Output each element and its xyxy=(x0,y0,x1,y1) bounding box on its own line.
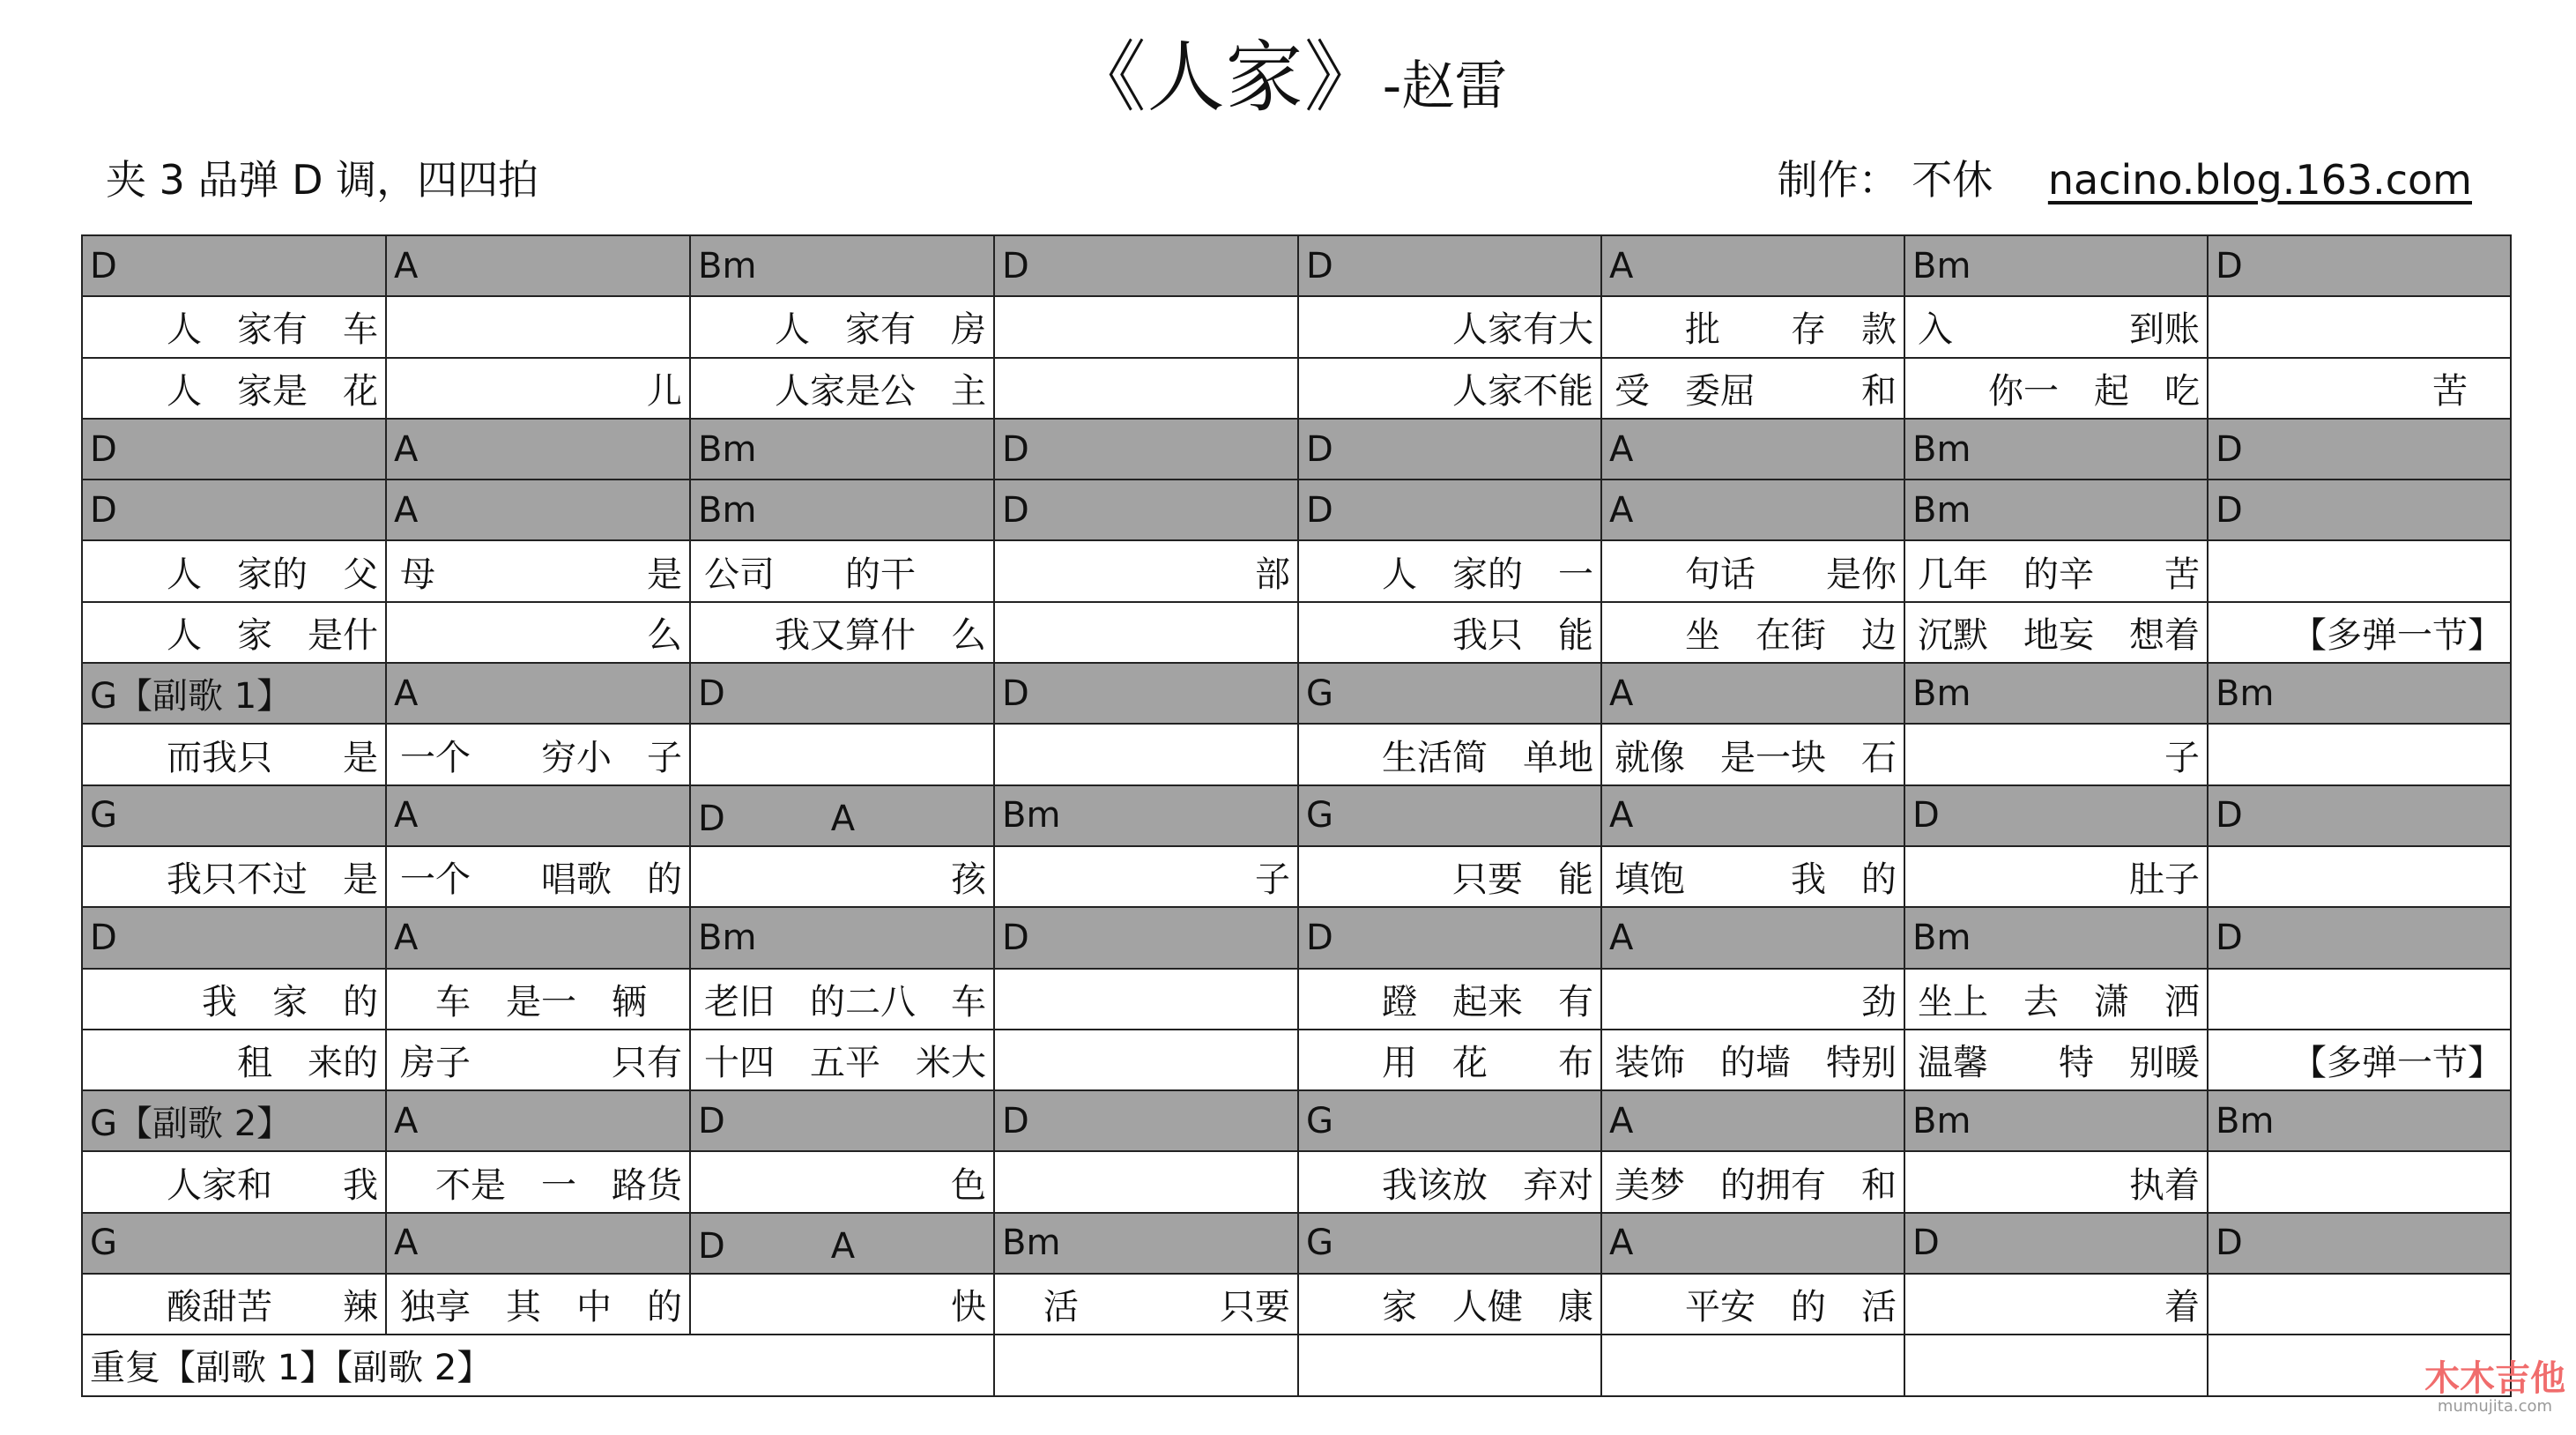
capo-info: 夹 3 品弹 D 调，四四拍 xyxy=(106,156,539,204)
lyric-cell: 我又算什 么 xyxy=(690,602,994,663)
lyric-cell: 美梦 的拥有 和 xyxy=(1601,1151,1904,1212)
lyric-cell: 执着 xyxy=(1904,1151,2208,1212)
chord-cell: D A xyxy=(690,785,994,846)
lyric-cell: 一个 穷小 子 xyxy=(386,724,690,784)
lyric-cell: 肚子 xyxy=(1904,846,2208,907)
lyric-cell xyxy=(2208,969,2511,1030)
chord-cell: Bm xyxy=(1904,907,2208,968)
lyric-cell: 人家是公 主 xyxy=(690,358,994,419)
lyric-cell xyxy=(994,1151,1298,1212)
lyric-cell: 坐 在街 边 xyxy=(1601,602,1904,663)
chord-cell: D xyxy=(1298,419,1601,480)
chord-cell: D xyxy=(82,907,386,968)
watermark-url: mumujita.com xyxy=(2437,1397,2553,1416)
lyric-cell: 【多弹一节】 xyxy=(2208,1030,2511,1090)
chord-cell: A xyxy=(1601,480,1904,540)
lyric-cell: 填饱 我 的 xyxy=(1601,846,1904,907)
chord-cell: Bm xyxy=(1904,480,2208,540)
chord-cell: Bm xyxy=(690,907,994,968)
lyric-row xyxy=(82,846,2511,907)
credit-link[interactable]: nacino.blog.163.com xyxy=(2047,156,2472,204)
chord-cell: Bm xyxy=(1904,235,2208,296)
repeat-cell: 重复【副歌 1】【副歌 2】 xyxy=(82,1335,994,1395)
chord-cell: D xyxy=(1298,235,1601,296)
chord-cell: D xyxy=(2208,480,2511,540)
lyric-row xyxy=(82,540,2511,601)
lyric-cell: 就像 是一块 石 xyxy=(1601,724,1904,784)
chord-cell: G xyxy=(82,1213,386,1274)
lyric-cell: 房子 只有 xyxy=(386,1030,690,1090)
lyric-cell: 儿 xyxy=(386,358,690,419)
chord-cell: G xyxy=(82,785,386,846)
lyric-cell: 入 到账 xyxy=(1904,296,2208,357)
chord-cell: D xyxy=(1298,907,1601,968)
lyric-row xyxy=(82,1151,2511,1212)
chord-row xyxy=(82,1213,2511,1274)
chord-cell: A xyxy=(386,785,690,846)
chord-cell: D xyxy=(82,235,386,296)
chord-cell: G xyxy=(1298,663,1601,724)
lyric-cell: 劲 xyxy=(1601,969,1904,1030)
credit xyxy=(1778,148,2472,206)
lyric-cell: 独享 其 中 的 xyxy=(386,1274,690,1335)
lyric-cell: 人 家的 父 xyxy=(82,540,386,601)
lyric-cell: 人 家的 一 xyxy=(1298,540,1601,601)
chord-cell: D xyxy=(1904,785,2208,846)
lyric-cell: 车 是一 辆 xyxy=(386,969,690,1030)
lyric-cell xyxy=(994,296,1298,357)
lyric-cell: 沉默 地妄 想着 xyxy=(1904,602,2208,663)
chord-cell: A xyxy=(1601,1090,1904,1151)
lyric-cell: 句话 是你 xyxy=(1601,540,1904,601)
lyric-cell: 只要 能 xyxy=(1298,846,1601,907)
chord-cell: D xyxy=(82,480,386,540)
chord-cell: A xyxy=(386,663,690,724)
chord-cell: D xyxy=(690,1090,994,1151)
chord-cell: D xyxy=(82,419,386,480)
lyric-cell xyxy=(690,724,994,784)
chord-cell: G xyxy=(1298,1213,1601,1274)
chord-row xyxy=(82,419,2511,480)
chord-cell: D xyxy=(994,1090,1298,1151)
chord-cell: Bm xyxy=(1904,419,2208,480)
lyric-cell: 我只 能 xyxy=(1298,602,1601,663)
lyric-cell xyxy=(994,969,1298,1030)
lyric-cell: 母 是 xyxy=(386,540,690,601)
lyric-cell: 一个 唱歌 的 xyxy=(386,846,690,907)
chord-cell: A xyxy=(1601,235,1904,296)
song-artist: -赵雷 xyxy=(1382,56,1508,117)
lyric-cell: 着 xyxy=(1904,1274,2208,1335)
lyric-cell xyxy=(2208,846,2511,907)
lyric-cell: 租 来的 xyxy=(82,1030,386,1090)
lyric-cell: 不是 一 路货 xyxy=(386,1151,690,1212)
lyric-cell xyxy=(2208,1151,2511,1212)
lyric-cell: 【多弹一节】 xyxy=(2208,602,2511,663)
lyric-cell: 快 xyxy=(690,1274,994,1335)
title-block xyxy=(0,16,2576,127)
lyric-row xyxy=(82,296,2511,357)
chord-cell: D xyxy=(2208,235,2511,296)
lyric-cell xyxy=(2208,1274,2511,1335)
lyric-cell: 么 xyxy=(386,602,690,663)
lyric-cell: 子 xyxy=(1904,724,2208,784)
chord-cell: A xyxy=(1601,1213,1904,1274)
repeat-cell xyxy=(1298,1335,1601,1395)
lyric-cell: 我 家 的 xyxy=(82,969,386,1030)
lyric-cell: 坐上 去 潇 洒 xyxy=(1904,969,2208,1030)
chord-cell: Bm xyxy=(1904,1090,2208,1151)
chord-cell: D xyxy=(2208,785,2511,846)
chord-cell: D xyxy=(994,235,1298,296)
chord-row xyxy=(82,235,2511,296)
chord-cell: D xyxy=(994,663,1298,724)
repeat-cell xyxy=(1601,1335,1904,1395)
chord-cell: A xyxy=(386,235,690,296)
lyric-cell: 人家有大 xyxy=(1298,296,1601,357)
lyric-cell: 色 xyxy=(690,1151,994,1212)
lyric-cell: 人家和 我 xyxy=(82,1151,386,1212)
chord-cell: Bm xyxy=(690,419,994,480)
watermark-logo: 木木吉他 xyxy=(2424,1358,2565,1399)
repeat-row xyxy=(82,1335,2511,1395)
lyric-cell: 我只不过 是 xyxy=(82,846,386,907)
lyric-cell: 人 家 是什 xyxy=(82,602,386,663)
lyric-row xyxy=(82,1274,2511,1335)
chord-cell: D xyxy=(994,419,1298,480)
chord-cell: Bm xyxy=(994,1213,1298,1274)
watermark xyxy=(2424,1359,2565,1416)
lyric-cell: 老旧 的二八 车 xyxy=(690,969,994,1030)
chord-cell: Bm xyxy=(1904,663,2208,724)
chord-cell: D xyxy=(994,480,1298,540)
chord-cell: D xyxy=(2208,907,2511,968)
lyric-row xyxy=(82,358,2511,419)
lyric-row xyxy=(82,969,2511,1030)
lyric-cell: 人家不能 xyxy=(1298,358,1601,419)
lyric-cell: 人 家有 房 xyxy=(690,296,994,357)
lyric-cell: 平安 的 活 xyxy=(1601,1274,1904,1335)
chord-sheet-table xyxy=(81,234,2512,1397)
lyric-cell: 用 花 布 xyxy=(1298,1030,1601,1090)
lyric-cell: 部 xyxy=(994,540,1298,601)
credit-label: 制作： 不休 xyxy=(1777,156,1993,204)
lyric-cell xyxy=(994,602,1298,663)
chord-cell: Bm xyxy=(690,235,994,296)
song-title: 《人家》 xyxy=(1068,32,1383,123)
repeat-cell xyxy=(994,1335,1298,1395)
chord-cell: D xyxy=(1298,480,1601,540)
chord-row xyxy=(82,480,2511,540)
chord-cell: D xyxy=(994,907,1298,968)
lyric-cell xyxy=(994,1030,1298,1090)
lyric-cell xyxy=(2208,540,2511,601)
chord-cell: D xyxy=(2208,1213,2511,1274)
lyric-cell: 温馨 特 别暖 xyxy=(1904,1030,2208,1090)
lyric-cell: 批 存 款 xyxy=(1601,296,1904,357)
chord-cell: D A xyxy=(690,1213,994,1274)
chord-cell: G xyxy=(1298,785,1601,846)
lyric-cell: 孩 xyxy=(690,846,994,907)
chord-cell: G xyxy=(1298,1090,1601,1151)
lyric-cell: 受 委屈 和 xyxy=(1601,358,1904,419)
lyric-cell xyxy=(2208,296,2511,357)
lyric-cell: 人 家有 车 xyxy=(82,296,386,357)
chord-cell: D xyxy=(690,663,994,724)
lyric-cell xyxy=(994,724,1298,784)
chord-cell: D xyxy=(1904,1213,2208,1274)
lyric-cell: 几年 的辛 苦 xyxy=(1904,540,2208,601)
lyric-cell: 而我只 是 xyxy=(82,724,386,784)
chord-cell: A xyxy=(1601,907,1904,968)
chord-row xyxy=(82,1090,2511,1151)
chord-cell: Bm xyxy=(690,480,994,540)
chord-cell: A xyxy=(386,480,690,540)
chord-cell: Bm xyxy=(2208,1090,2511,1151)
lyric-cell: 你一 起 吃 xyxy=(1904,358,2208,419)
lyric-row xyxy=(82,724,2511,784)
chord-cell: Bm xyxy=(2208,663,2511,724)
lyric-cell: 蹬 起来 有 xyxy=(1298,969,1601,1030)
lyric-cell: 人 家是 花 xyxy=(82,358,386,419)
chord-cell: G【副歌 1】 xyxy=(82,663,386,724)
chord-row xyxy=(82,907,2511,968)
chord-cell: A xyxy=(386,1090,690,1151)
lyric-cell: 十四 五平 米大 xyxy=(690,1030,994,1090)
lyric-cell xyxy=(994,358,1298,419)
chord-cell: A xyxy=(386,1213,690,1274)
chord-cell: A xyxy=(386,419,690,480)
chord-cell: A xyxy=(386,907,690,968)
lyric-cell: 装饰 的墙 特别 xyxy=(1601,1030,1904,1090)
chord-cell: A xyxy=(1601,785,1904,846)
lyric-cell: 酸甜苦 辣 xyxy=(82,1274,386,1335)
lyric-cell xyxy=(386,296,690,357)
lyric-cell: 苦 xyxy=(2208,358,2511,419)
chord-row xyxy=(82,785,2511,846)
chord-row xyxy=(82,663,2511,724)
chord-cell: A xyxy=(1601,663,1904,724)
lyric-cell: 子 xyxy=(994,846,1298,907)
lyric-cell: 公司 的干 xyxy=(690,540,994,601)
lyric-cell: 生活简 单地 xyxy=(1298,724,1601,784)
chord-cell: Bm xyxy=(994,785,1298,846)
lyric-cell: 我该放 弃对 xyxy=(1298,1151,1601,1212)
chord-cell: D xyxy=(2208,419,2511,480)
lyric-row xyxy=(82,602,2511,663)
lyric-row xyxy=(82,1030,2511,1090)
chord-cell: G【副歌 2】 xyxy=(82,1090,386,1151)
lyric-cell: 活 只要 xyxy=(994,1274,1298,1335)
lyric-cell: 家 人健 康 xyxy=(1298,1274,1601,1335)
repeat-cell xyxy=(1904,1335,2208,1395)
chord-cell: A xyxy=(1601,419,1904,480)
lyric-cell xyxy=(2208,724,2511,784)
